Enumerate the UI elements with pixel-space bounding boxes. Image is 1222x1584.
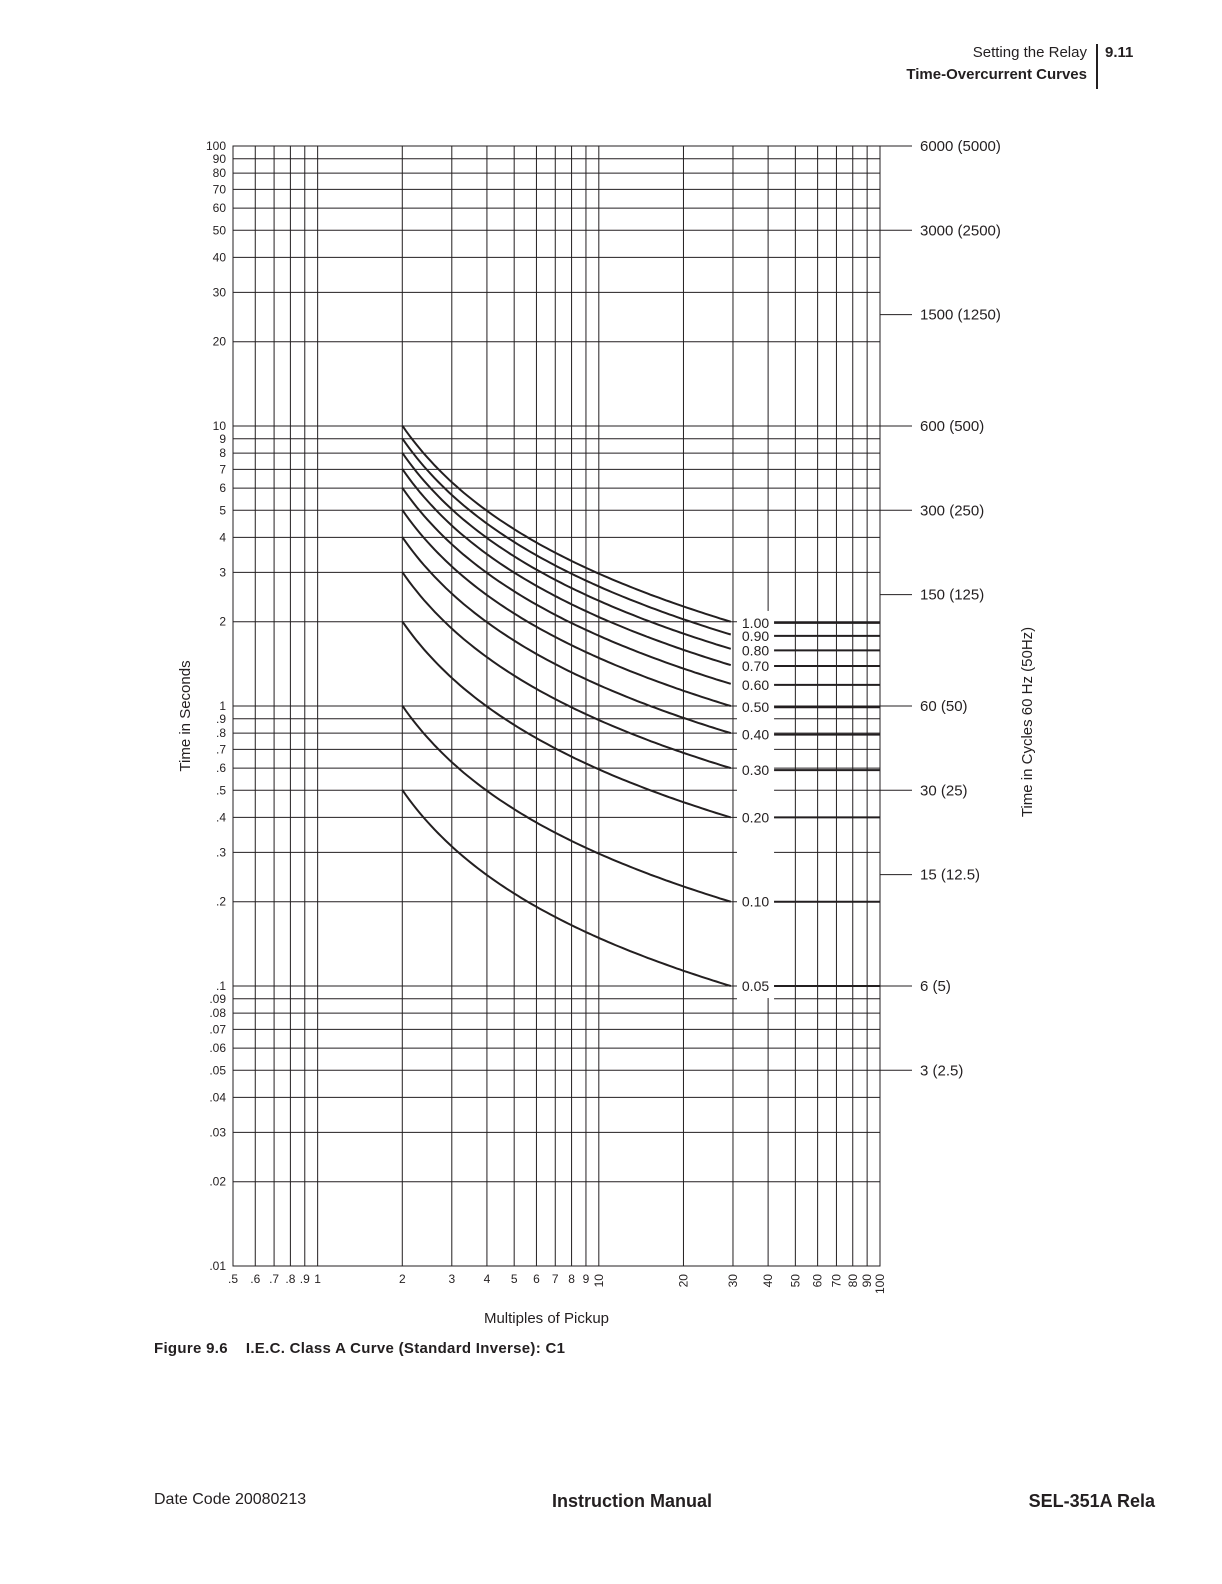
y-tick-label: .1 bbox=[215, 979, 226, 993]
x-tick-label: 3 bbox=[448, 1272, 456, 1286]
curve-label-0.80: 0.80 bbox=[741, 642, 770, 659]
curve-label-0.30: 0.30 bbox=[741, 762, 770, 779]
y-tick-label: 100 bbox=[205, 139, 226, 153]
right-axis-label: 6000 (5000) bbox=[920, 138, 1001, 155]
x-axis-title: Multiples of Pickup bbox=[483, 1310, 610, 1327]
x-tick-label: .5 bbox=[227, 1272, 239, 1286]
x-tick-label: 7 bbox=[551, 1272, 559, 1286]
y2-axis-title: Time in Cycles 60 Hz (50Hz) bbox=[1019, 626, 1036, 818]
y-tick-label: .07 bbox=[209, 1022, 226, 1037]
y-tick-label: .2 bbox=[215, 894, 226, 909]
right-axis-label: 3 (2.5) bbox=[920, 1062, 964, 1080]
y-tick-label: .08 bbox=[209, 1006, 226, 1021]
y-tick-label: .6 bbox=[215, 761, 226, 776]
x-tick-label: 90 bbox=[860, 1274, 875, 1288]
y-tick-label: 8 bbox=[219, 446, 226, 461]
y-tick-label: .01 bbox=[209, 1259, 226, 1273]
y-tick-label: .03 bbox=[209, 1125, 226, 1140]
y-tick-label: 3 bbox=[219, 565, 226, 580]
x-tick-label: 8 bbox=[568, 1272, 575, 1286]
y-tick-label: 4 bbox=[219, 530, 226, 545]
y-tick-label: 7 bbox=[219, 462, 226, 477]
y-tick-label: 40 bbox=[212, 250, 226, 265]
y-tick-label: 90 bbox=[212, 151, 226, 166]
curve-label-0.40: 0.40 bbox=[741, 726, 770, 743]
y-tick-label: .9 bbox=[215, 711, 226, 726]
header-section: Setting the Relay bbox=[972, 44, 1087, 61]
right-axis-label: 15 (12.5) bbox=[920, 866, 981, 884]
y-tick-label: 20 bbox=[212, 334, 226, 349]
right-axis-label: 1500 (1250) bbox=[920, 306, 1001, 324]
y-tick-label: 30 bbox=[212, 285, 226, 300]
x-tick-label: .8 bbox=[285, 1272, 296, 1286]
x-tick-label: 100 bbox=[873, 1274, 887, 1295]
curve-label-0.50: 0.50 bbox=[741, 699, 770, 716]
y-tick-label: .4 bbox=[215, 810, 226, 825]
y-tick-label: .02 bbox=[209, 1174, 226, 1189]
y-tick-label: .5 bbox=[215, 783, 226, 798]
curve-label-0.20: 0.20 bbox=[741, 809, 770, 826]
x-tick-label: 2 bbox=[398, 1272, 406, 1286]
y-tick-label: 9 bbox=[219, 431, 226, 446]
right-axis-label: 3000 (2500) bbox=[920, 222, 1001, 240]
curve-label-0.10: 0.10 bbox=[741, 893, 770, 910]
y-tick-label: .09 bbox=[209, 991, 226, 1006]
y-axis-title: Time in Seconds bbox=[177, 660, 194, 772]
y-tick-label: .7 bbox=[215, 742, 226, 757]
figure-number: Figure 9.6 bbox=[154, 1340, 228, 1357]
y-tick-label: .04 bbox=[209, 1090, 226, 1105]
y-tick-label: 70 bbox=[212, 182, 226, 197]
curve-label-0.90: 0.90 bbox=[741, 627, 770, 644]
x-tick-label: 20 bbox=[676, 1274, 691, 1288]
footer-product: SEL-351A Rela bbox=[1028, 1491, 1155, 1511]
x-tick-label: 9 bbox=[582, 1272, 590, 1286]
right-axis-label: 30 (25) bbox=[920, 782, 968, 800]
right-axis-label: 6 (5) bbox=[920, 978, 951, 995]
footer-manual: Instruction Manual bbox=[552, 1491, 713, 1511]
right-axis-label: 600 (500) bbox=[920, 418, 985, 435]
page-number: 9.11 bbox=[1105, 44, 1134, 61]
x-tick-label: .9 bbox=[299, 1272, 310, 1286]
curve-label-1.00: 1.00 bbox=[741, 614, 770, 631]
y-tick-label: 5 bbox=[219, 503, 226, 518]
y-tick-label: .8 bbox=[215, 726, 226, 741]
right-axis-label: 60 (50) bbox=[920, 698, 968, 715]
right-axis-label: 150 (125) bbox=[920, 586, 985, 604]
y-tick-label: .3 bbox=[215, 845, 226, 860]
y-tick-label: 1 bbox=[219, 699, 226, 713]
y-tick-label: 10 bbox=[212, 419, 226, 433]
x-tick-label: 30 bbox=[725, 1274, 740, 1288]
header-title: Time-Overcurrent Curves bbox=[906, 66, 1087, 83]
figure-caption bbox=[154, 1340, 565, 1357]
footer-date-code: Date Code 20080213 bbox=[154, 1491, 307, 1508]
y-tick-label: 50 bbox=[212, 223, 226, 238]
curve-label-0.70: 0.70 bbox=[741, 657, 770, 674]
y-tick-label: 80 bbox=[212, 166, 226, 181]
x-tick-label: 1 bbox=[314, 1272, 321, 1286]
x-tick-label: 80 bbox=[845, 1274, 860, 1288]
curve-label-0.60: 0.60 bbox=[741, 676, 770, 693]
x-tick-label: 4 bbox=[483, 1272, 491, 1286]
y-tick-label: 2 bbox=[219, 614, 226, 629]
y-tick-label: .05 bbox=[209, 1063, 226, 1078]
x-tick-label: 60 bbox=[810, 1274, 825, 1288]
right-axis-label: 300 (250) bbox=[920, 502, 985, 520]
x-tick-label: 10 bbox=[591, 1274, 606, 1288]
x-tick-label: 70 bbox=[829, 1274, 844, 1288]
x-tick-label: .7 bbox=[269, 1272, 280, 1286]
x-tick-label: 50 bbox=[788, 1274, 803, 1288]
y-tick-label: 6 bbox=[219, 481, 226, 496]
x-tick-label: 40 bbox=[761, 1274, 776, 1288]
y-tick-label: 60 bbox=[212, 201, 226, 216]
x-tick-label: 5 bbox=[510, 1272, 518, 1286]
x-tick-label: .6 bbox=[250, 1272, 261, 1286]
x-tick-label: 6 bbox=[533, 1272, 540, 1286]
curve-label-0.05: 0.05 bbox=[741, 978, 770, 994]
figure-title: I.E.C. Class A Curve (Standard Inverse): C1 bbox=[245, 1340, 566, 1357]
y-tick-label: .06 bbox=[209, 1041, 226, 1056]
